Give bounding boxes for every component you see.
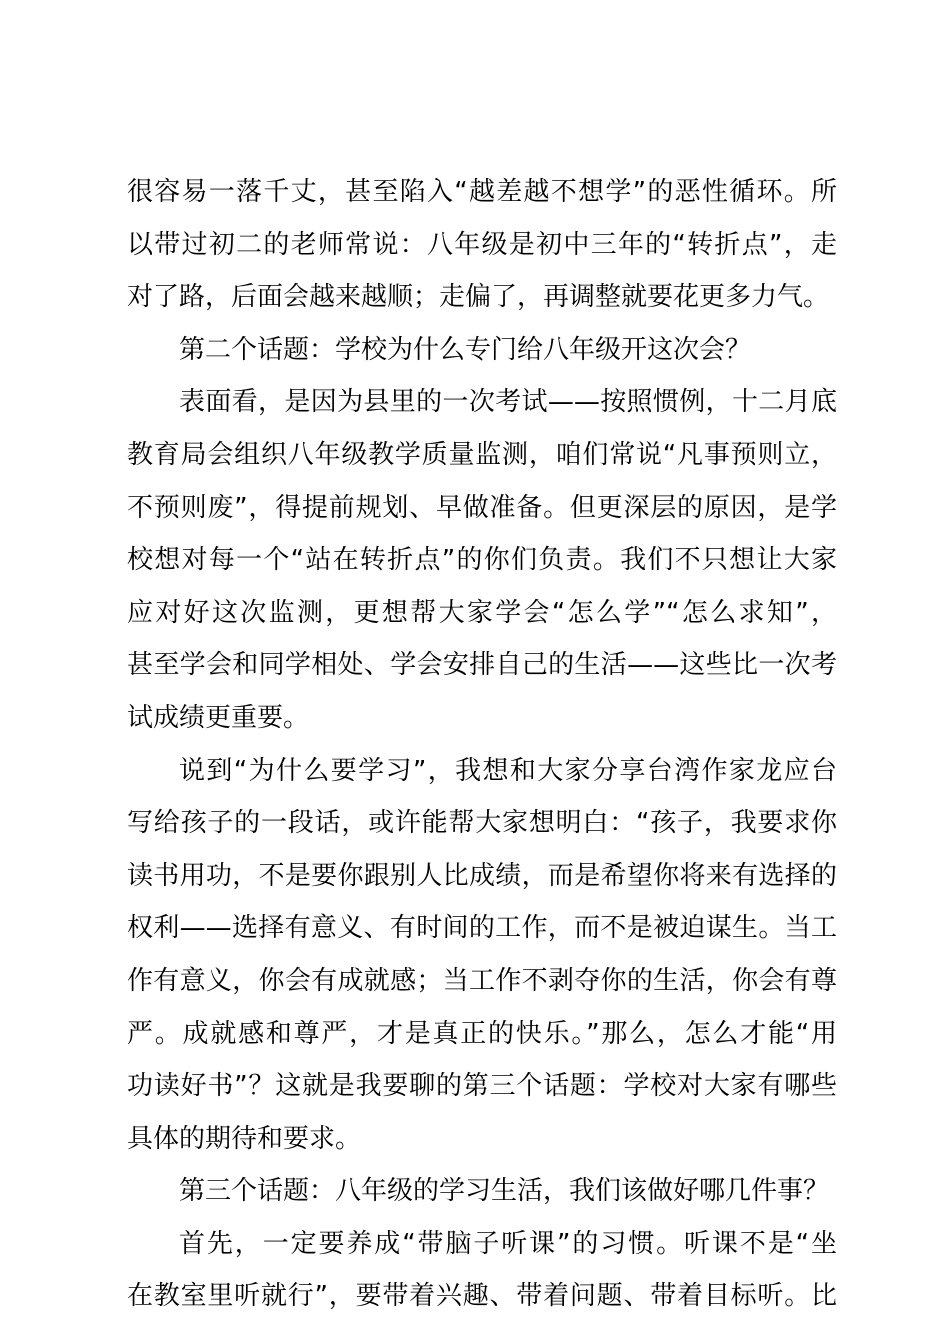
text-line-18: 功读好书”？这就是我要聊的第三个话题：学校对大家有哪些	[127, 1071, 837, 1102]
text-line-3: 对了路，后面会越来越顺；走偏了，再调整就要花更多力气。	[127, 282, 830, 313]
text-line-19: 具体的期待和要求。	[127, 1123, 362, 1154]
text-line-14: 读书用功，不是要你跟别人比成绩，而是希望你将来有选择的	[127, 860, 837, 891]
text-line-2: 以带过初二的老师常说：八年级是初中三年的“转折点”，走	[127, 229, 837, 260]
text-line-7: 不预则废”，得提前规划、早做准备。但更深层的原因，是学	[127, 492, 837, 523]
text-line-1: 很容易一落千丈，甚至陷入“越差越不想学”的恶性循环。所	[127, 177, 837, 207]
section-heading-3: 第三个话题：八年级的学习生活，我们该做好哪几件事？	[179, 1176, 830, 1207]
text-line-21: 首先，一定要养成“带脑子听课”的习惯。听课不是“坐	[179, 1228, 837, 1259]
text-line-17: 严。成就感和尊严，才是真正的快乐。”那么，怎么才能“用	[127, 1018, 837, 1049]
text-line-8: 校想对每一个“站在转折点”的你们负责。我们不只想让大家	[127, 545, 837, 576]
text-line-16: 作有意义，你会有成就感；当工作不剥夺你的生活，你会有尊	[127, 965, 837, 996]
text-line-22: 在教室里听就行”，要带着兴趣、带着问题、带着目标听。比	[127, 1281, 837, 1312]
text-line-15: 权利——选择有意义、有时间的工作，而不是被迫谋生。当工	[127, 913, 837, 944]
document-body	[127, 166, 837, 1323]
section-heading-2: 第二个话题：学校为什么专门给八年级开这次会？	[179, 334, 752, 365]
text-line-11: 试成绩更重要。	[127, 702, 310, 733]
text-line-12: 说到“为什么要学习”，我想和大家分享台湾作家龙应台	[179, 755, 837, 786]
text-line-6: 教育局会组织八年级教学质量监测，咱们常说“凡事预则立，	[127, 439, 837, 470]
text-line-10: 甚至学会和同学相处、学会安排自己的生活——这些比一次考	[127, 650, 837, 681]
text-line-9: 应对好这次监测，更想帮大家学会“怎么学”“怎么求知”，	[127, 597, 837, 628]
text-line-13: 写给孩子的一段话，或许能帮大家想明白：“孩子，我要求你	[127, 808, 837, 839]
text-line-5: 表面看，是因为县里的一次考试——按照惯例，十二月底	[179, 387, 837, 418]
